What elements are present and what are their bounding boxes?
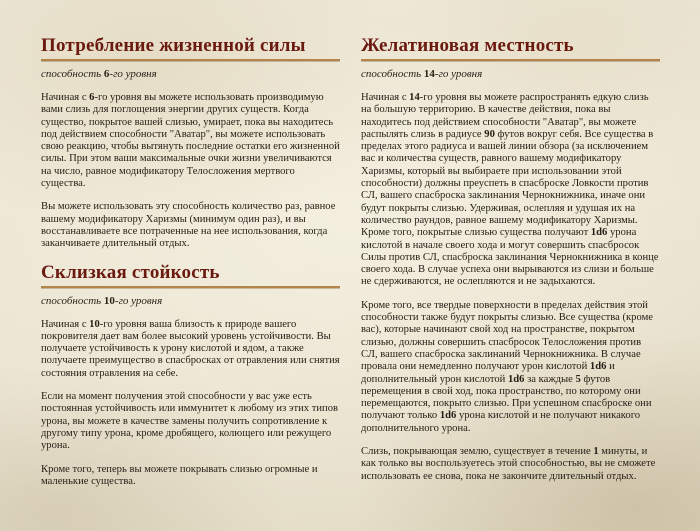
section-body [361, 92, 660, 483]
paragraph: Кроме того, все твердые поверхности в пределах действия этой способности также будут покрыты слизью. Все существа (кроме вас), которые начинают свой ход на пространстве, покрытом слизью, должны совершить спасбросок Телосложения против СЛ, вашего спасброска заклинаний Чернокнижника. В случае провала они немедленно получают урон кислотой 1d6 и дополнительный урон кислотой 1d6 за каждые 5 футов перемещения в свой ход, пока пространство, по которому они перемещаются, покрыто слизью. При успешном спасброске они получают только 1d6 урона кислотой и не получают никакого дополнительного урона. [361, 299, 653, 434]
title-rule [41, 59, 340, 61]
section-body [41, 319, 340, 489]
paragraph: Начиная с 10-го уровня ваша близость к природе вашего покровителя дает вам более высокий уровень устойчивости. Вы получаете устойчивость к урону кислотой и ядом, а также получаете преимущество в спасбросках от отравления или снятия состояния отравления на себе. [41, 318, 340, 379]
paragraph: Если на момент получения этой способности у вас уже есть постоянная устойчивость или иммунитет к любому из этих типов урона, вы можете в качестве замены получить сопротивление к другому типу урона, кроме дробящего, колющего или режущего урона. [41, 391, 338, 452]
section-body [41, 92, 340, 251]
section-slimy-resilience [41, 262, 340, 489]
paragraph: Начиная с 6-го уровня вы можете использовать производимую вами слизь для поглощения энергии других существ. Когда существо, покрытое вашей слизью, умирает, пока вы находитесь под действием способности "Аватар", вы можете использовать свою реакцию, чтобы вытянуть последние остатки его жизненной силы. При этом ваши максимальные очки жизни увеличиваются на число, равное модификатору Телосложения мертвого существа. [41, 92, 340, 190]
right-column [361, 35, 660, 499]
section-life-force-consumption [41, 35, 340, 251]
paragraph: Кроме того, теперь вы можете покрывать слизью огромные и маленькие существа. [41, 463, 318, 487]
left-column [41, 35, 340, 499]
section-subtitle: способность 14-го уровня [361, 68, 483, 80]
section-title: Желатиновая местность [361, 35, 574, 56]
paragraph: Вы можете использовать эту способность количество раз, равное вашему модификатору Харизмы (минимум один раз), и вы восстанавливаете все потраченные на нее использования, когда заканчиваете длительный отдых. [41, 201, 336, 250]
section-subtitle: способность 6-го уровня [41, 68, 157, 80]
paragraph: Слизь, покрывающая землю, существует в течение 1 минуты, и как только вы воспользуетесь этой способностью, вы не сможете использовать ее снова, пока не закончите длительный отдых. [361, 446, 656, 482]
section-subtitle: способность 10-го уровня [41, 294, 163, 307]
title-rule [361, 59, 660, 61]
title-rule [41, 286, 340, 288]
section-gelatinous-terrain [361, 35, 660, 483]
section-title: Потребление жизненной силы [41, 35, 306, 56]
section-title: Склизкая стойкость [41, 261, 220, 283]
paragraph: Начиная с 14-го уровня вы можете распространять едкую слизь на большую территорию. В качестве действия, пока вы находитесь под действием способности "Аватар", вы можете распылять слизь в радиусе 90 футов вокруг себя. Все существа в пределах этого радиуса и вашей линии обзора (за исключением вас и количества существ, равного вашему модификатору Харизмы, который вы выбираете при использовании этой способности) должны преуспеть в спасброске Ловкости против СЛ, вашего спасброска заклинания Чернокнижника, иначе они будут покрыты слизью. Удерживая, ослепляя и удушая их на количество раундов, равное вашему модификатору Харизмы. Кроме того, покрытые слизью существа получают 1d6 урона кислотой в начале своего хода и могут совершить спасбросок Силы против СЛ, спасброска заклинания Чернокнижника в конце своего хода. В случае успеха они вырываются из слизи и больше не сдерживаются, не ослепляются и не задыхаются. [361, 92, 659, 288]
